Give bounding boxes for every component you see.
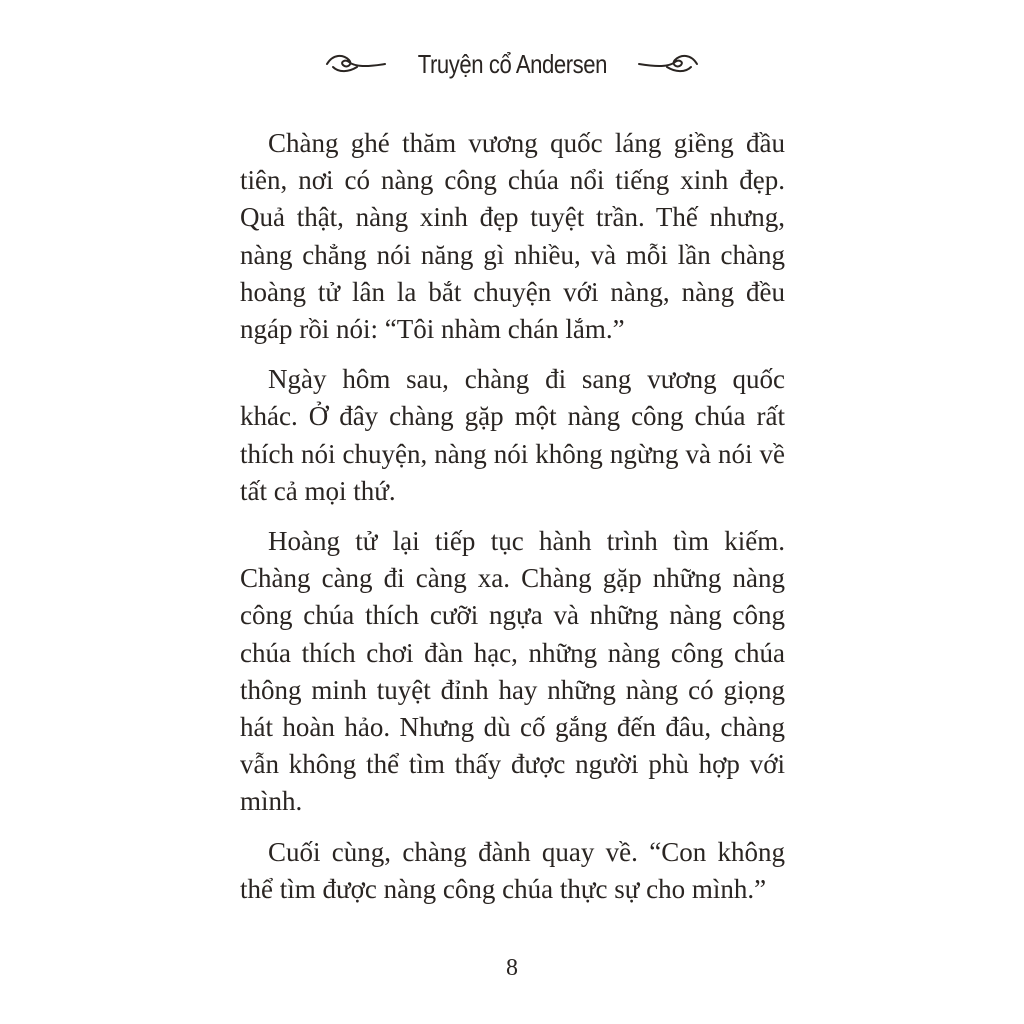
page-number: 8 (506, 955, 518, 981)
running-header (0, 44, 1024, 84)
header-title: Truyện cổ Andersen (417, 48, 607, 79)
story-text (240, 125, 785, 921)
flourish-ornament-right-icon (637, 52, 699, 76)
paragraph-2: Ngày hôm sau, chàng đi sang vương quốc khác. Ở đây chàng gặp một nàng công chúa rất thích nói chuyện, nàng nói không ngừng và nói về tất cả mọi thứ. (240, 364, 785, 506)
paragraph-4: Cuối cùng, chàng đành quay về. “Con không thể tìm được nàng công chúa thực sự cho mình.” (240, 836, 785, 904)
paragraph-3: Hoàng tử lại tiếp tục hành trình tìm kiếm. Chàng càng đi càng xa. Chàng gặp những nàng công chúa thích cưỡi ngựa và những nàng công chúa thích chơi đàn hạc, những nàng công chúa thông minh tuyệt đỉnh hay những nàng có giọng hát hoàn hảo. Nhưng dù cố gắng đến đâu, chàng vẫn không thể tìm thấy được người phù hợp với mình. (240, 526, 785, 817)
paragraph-1: Chàng ghé thăm vương quốc láng giềng đầu tiên, nơi có nàng công chúa nổi tiếng xinh đẹp. Quả thật, nàng xinh đẹp tuyệt trần. Thế nhưng, nàng chẳng nói năng gì nhiều, và mỗi lần chàng hoàng tử lân la bắt chuyện với nàng, nàng đều ngáp rồi nói: “Tôi nhàm chán lắm.” (240, 128, 785, 345)
flourish-ornament-left-icon (325, 52, 387, 76)
